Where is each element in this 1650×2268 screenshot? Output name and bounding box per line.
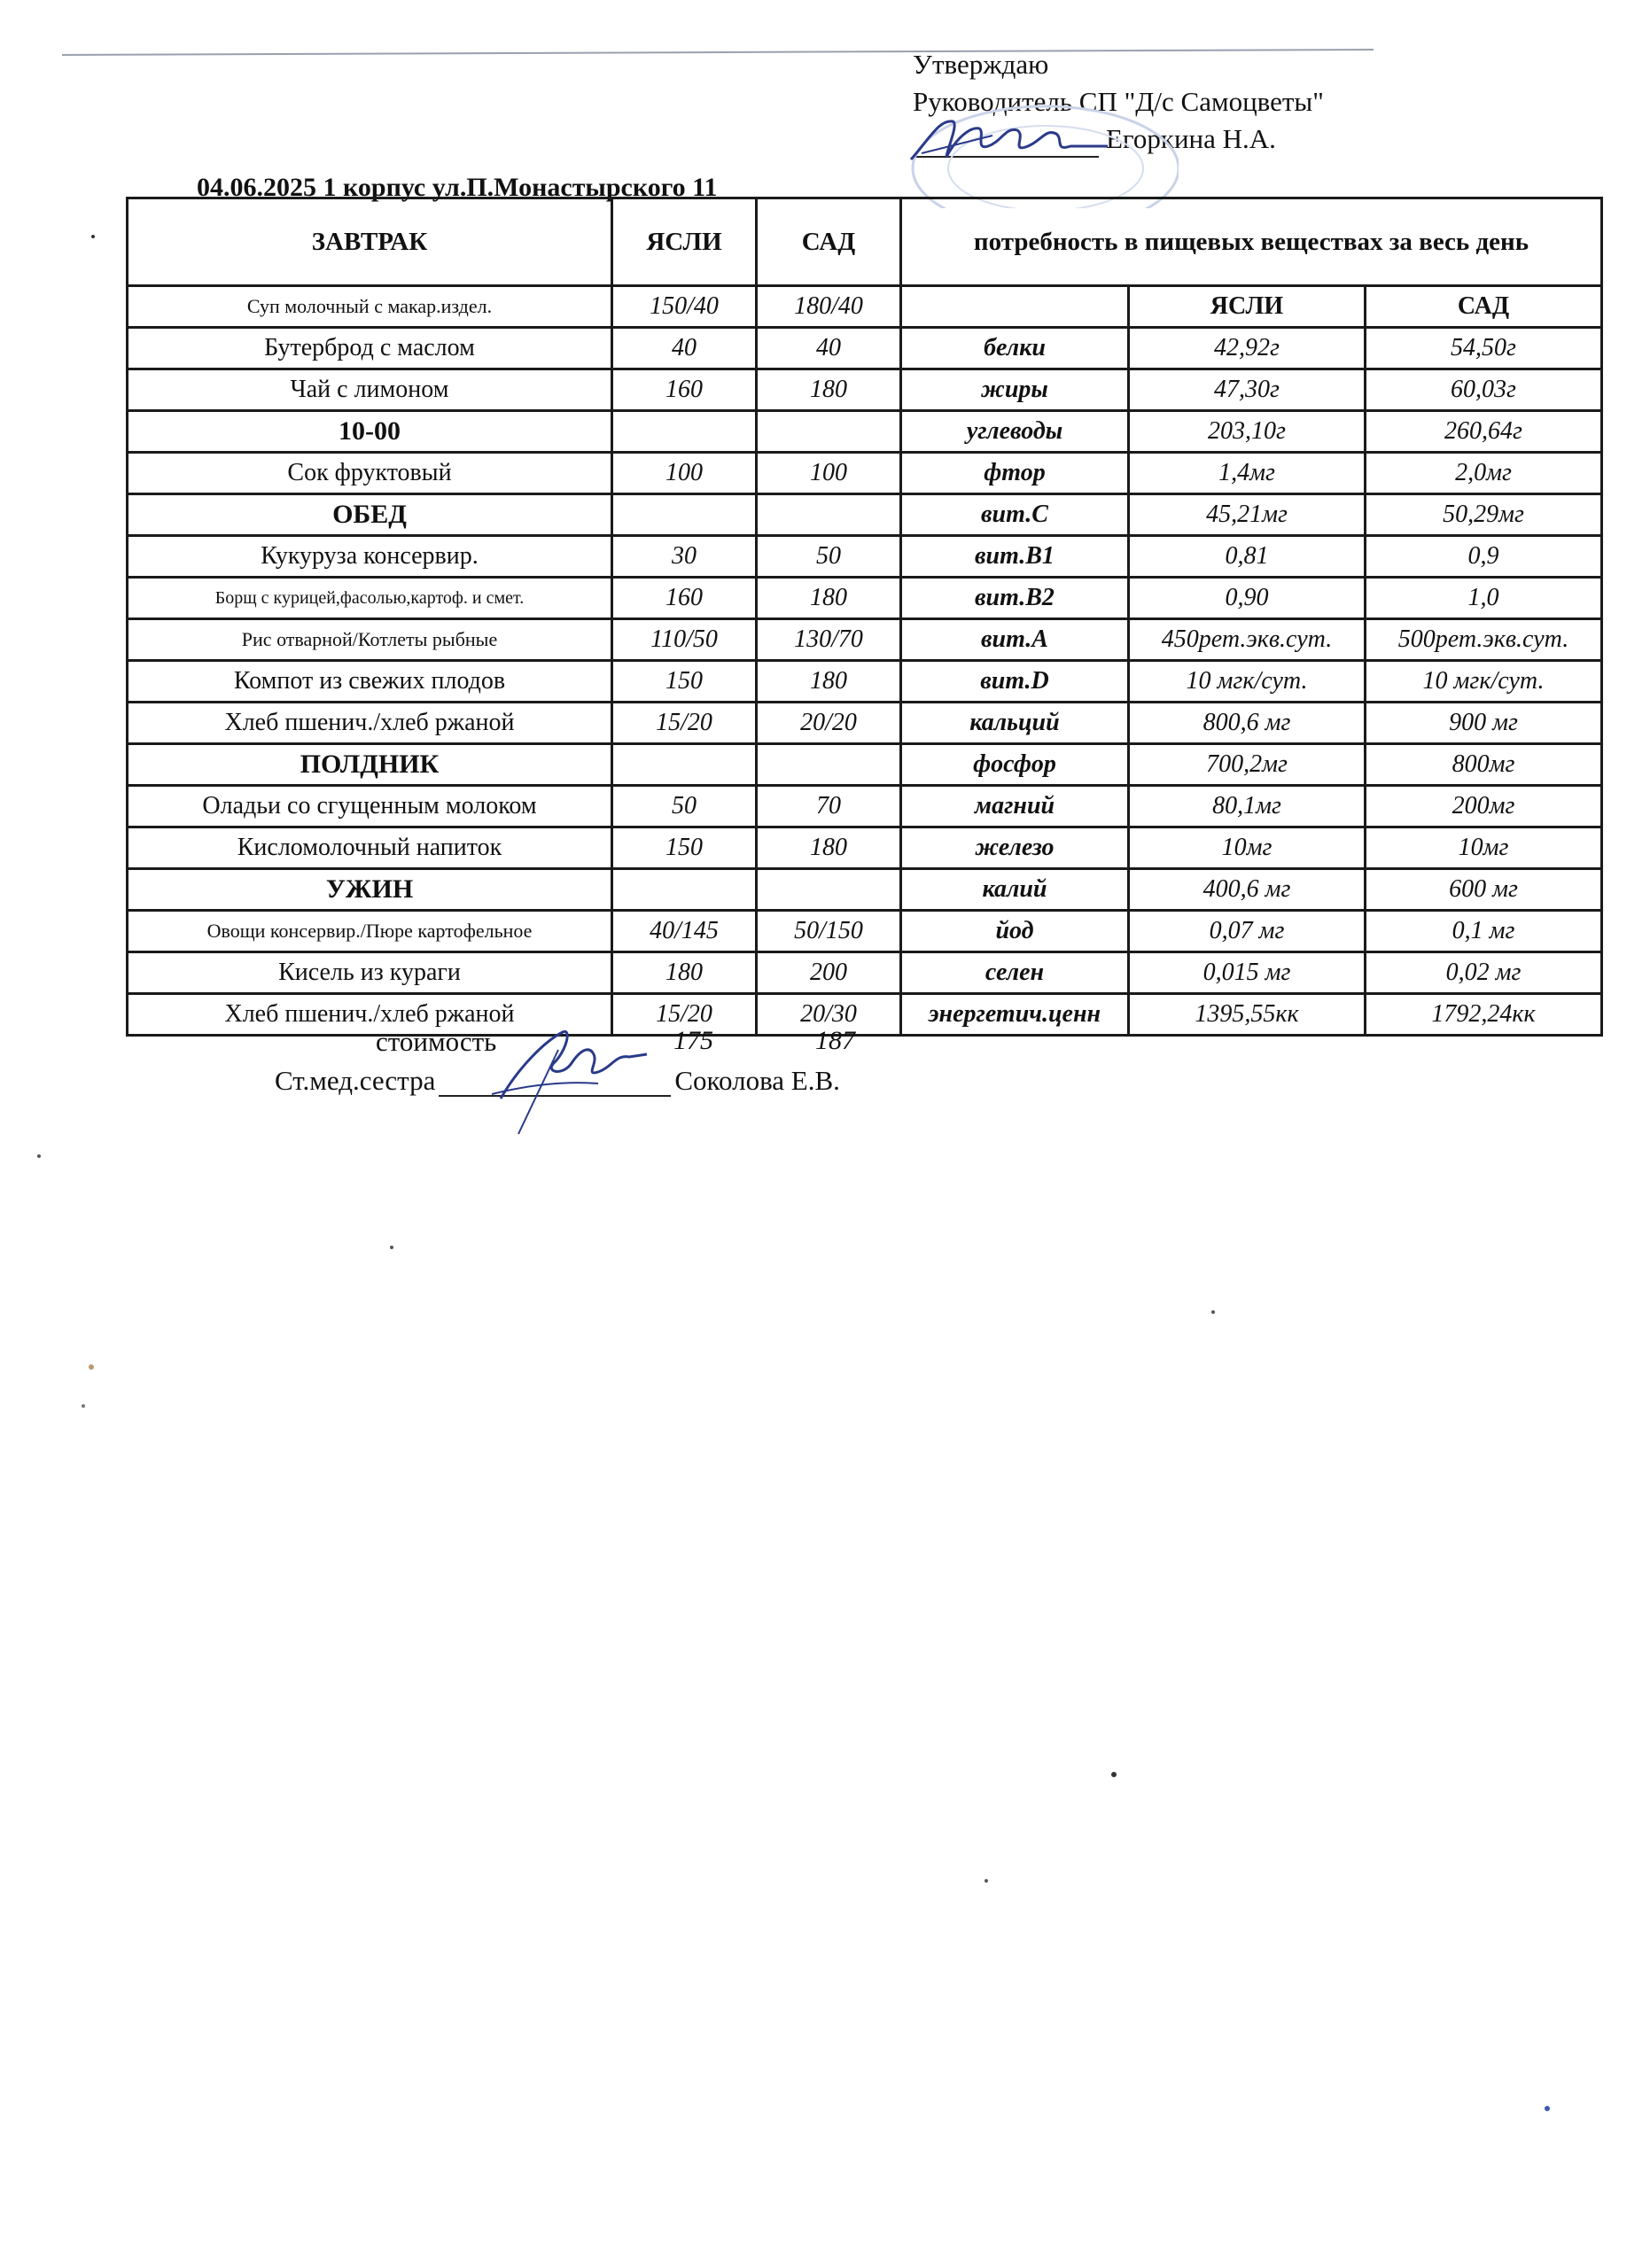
nutrient-name: калий [901,869,1129,911]
yasli-portion: 100 [612,453,757,494]
table-row [128,286,1602,328]
nutrient-yasli: 800,6 мг [1129,703,1366,744]
section-heading: УЖИН [128,869,612,911]
nutrient-sad: 0,9 [1366,536,1602,578]
yasli-portion: 150 [612,661,757,703]
dish-name: Кисломолочный напиток [128,827,612,869]
nutrient-name: фосфор [901,744,1129,786]
sad-portion: 50 [757,536,901,578]
nutrient-sad: 60,03г [1366,369,1602,411]
col-header-sad: САД [757,198,901,286]
sad-portion: 180 [757,661,901,703]
col-header-meal: ЗАВТРАК [128,198,612,286]
dish-name: Кукуруза консервир. [128,536,612,578]
yasli-portion [612,494,757,536]
nurse-name: Соколова Е.В. [674,1065,840,1096]
menu-table [126,197,1603,1037]
nutrient-yasli: 0,81 [1129,536,1366,578]
table-row [128,994,1602,1036]
nutrient-sad: 600 мг [1366,869,1602,911]
nutrient-yasli: 47,30г [1129,369,1366,411]
table-row [128,869,1602,911]
dish-name: Сок фруктовый [128,453,612,494]
sad-portion: 180 [757,369,901,411]
yasli-portion: 15/20 [612,994,757,1036]
nurse-title: Ст.мед.сестра [275,1065,436,1096]
sad-portion [757,869,901,911]
nutrient-yasli: 0,07 мг [1129,911,1366,952]
nutrient-yasli: 450рет.экв.сут. [1129,619,1366,661]
dish-name: Борщ с курицей,фасолью,картоф. и смет. [128,578,612,619]
nutrient-name: вит.В1 [901,536,1129,578]
dish-name: Кисель из кураги [128,952,612,994]
nutrient-name: вит.D [901,661,1129,703]
cost-sad: 187 [815,1026,855,1055]
table-row [128,536,1602,578]
nutrient-name: кальций [901,703,1129,744]
table-row [128,911,1602,952]
table-row [128,827,1602,869]
sad-portion [757,411,901,453]
sad-portion: 100 [757,453,901,494]
nutrient-yasli: 0,015 мг [1129,952,1366,994]
table-row [128,703,1602,744]
yasli-portion: 150 [612,827,757,869]
cost-label: стоимость [376,1026,497,1057]
nutrient-name: вит.С [901,494,1129,536]
sad-portion: 20/30 [757,994,901,1036]
yasli-portion: 110/50 [612,619,757,661]
nutrient-sad: 10 мгк/сут. [1366,661,1602,703]
approver-position: Руководитель СП "Д/с Самоцветы" [913,86,1324,117]
yasli-portion [612,744,757,786]
yasli-portion: 40 [612,328,757,369]
dish-name: Хлеб пшенич./хлеб ржаной [128,994,612,1036]
nutrient-sad: 800мг [1366,744,1602,786]
nutrient-yasli: 45,21мг [1129,494,1366,536]
section-heading: 10-00 [128,411,612,453]
yasli-portion [612,411,757,453]
dish-name: Овощи консервир./Пюре картофельное [128,911,612,952]
section-heading: ПОЛДНИК [128,744,612,786]
sad-portion: 130/70 [757,619,901,661]
need-sad-header: САД [1366,286,1602,328]
yasli-portion: 50 [612,786,757,827]
section-heading: ОБЕД [128,494,612,536]
table-row [128,328,1602,369]
col-header-need: потребность в пищевых веществах за весь день [901,198,1602,286]
nutrient-name: йод [901,911,1129,952]
nutrient-yasli: 700,2мг [1129,744,1366,786]
nurse-signature [483,1014,651,1138]
sad-portion: 20/20 [757,703,901,744]
nutrient-sad: 50,29мг [1366,494,1602,536]
nutrient-name: энергетич.ценн [901,994,1129,1036]
nutrient-yasli: 10мг [1129,827,1366,869]
nutrient-name: магний [901,786,1129,827]
sad-portion: 40 [757,328,901,369]
nutrient-yasli: 1,4мг [1129,453,1366,494]
nutrient-name: селен [901,952,1129,994]
nutrient-sad: 260,64г [1366,411,1602,453]
dish-name: Хлеб пшенич./хлеб ржаной [128,703,612,744]
document-title: 04.06.2025 1 корпус ул.П.Монастырского 11 [197,173,718,202]
nutrient-name: вит.В2 [901,578,1129,619]
table-row [128,619,1602,661]
nutrient-sad: 900 мг [1366,703,1602,744]
yasli-portion: 30 [612,536,757,578]
nutrient-yasli: 42,92г [1129,328,1366,369]
nutrient-yasli: 1395,55кк [1129,994,1366,1036]
nutrient-sad: 2,0мг [1366,453,1602,494]
table-row [128,952,1602,994]
dish-name: Бутерброд с маслом [128,328,612,369]
sad-portion: 50/150 [757,911,901,952]
sad-portion: 70 [757,786,901,827]
table-row [128,661,1602,703]
nutrient-sad: 54,50г [1366,328,1602,369]
sad-portion [757,494,901,536]
approver-name: Егоркина Н.А. [1106,123,1276,154]
yasli-portion: 15/20 [612,703,757,744]
nutrient-name: жиры [901,369,1129,411]
nutrient-yasli: 400,6 мг [1129,869,1366,911]
table-row [128,369,1602,411]
nutrient-sad: 200мг [1366,786,1602,827]
dish-name: Суп молочный с макар.издел. [128,286,612,328]
nutrient-name: вит.А [901,619,1129,661]
yasli-portion: 180 [612,952,757,994]
nutrient-name: железо [901,827,1129,869]
dish-name: Рис отварной/Котлеты рыбные [128,619,612,661]
nutrient-name [901,286,1129,328]
nutrient-sad: 10мг [1366,827,1602,869]
sad-portion: 200 [757,952,901,994]
nutrient-yasli: 0,90 [1129,578,1366,619]
table-row [128,453,1602,494]
table-row [128,744,1602,786]
nutrient-name: белки [901,328,1129,369]
table-row [128,411,1602,453]
nutrient-sad: 1792,24кк [1366,994,1602,1036]
yasli-portion: 160 [612,369,757,411]
nutrient-sad: 500рет.экв.сут. [1366,619,1602,661]
sad-portion [757,744,901,786]
nutrient-sad: 0,02 мг [1366,952,1602,994]
dish-name: Оладьи со сгущенным молоком [128,786,612,827]
dish-name: Компот из свежих плодов [128,661,612,703]
yasli-portion [612,869,757,911]
approver-signature [904,111,1117,173]
nutrient-yasli: 80,1мг [1129,786,1366,827]
yasli-portion: 150/40 [612,286,757,328]
dish-name: Чай с лимоном [128,369,612,411]
col-header-yasli: ЯСЛИ [612,198,757,286]
sad-portion: 180 [757,578,901,619]
cost-yasli: 175 [673,1026,713,1055]
sad-portion: 180/40 [757,286,901,328]
nutrient-yasli: 203,10г [1129,411,1366,453]
table-header-row [128,198,1602,286]
table-row [128,578,1602,619]
nutrient-yasli: 10 мгк/сут. [1129,661,1366,703]
nutrient-name: углеводы [901,411,1129,453]
yasli-portion: 40/145 [612,911,757,952]
table-row [128,494,1602,536]
table-row [128,786,1602,827]
need-yasli-header: ЯСЛИ [1129,286,1366,328]
sad-portion: 180 [757,827,901,869]
nutrient-sad: 0,1 мг [1366,911,1602,952]
yasli-portion: 160 [612,578,757,619]
approve-word: Утверждаю [913,49,1049,80]
nutrient-name: фтор [901,453,1129,494]
nutrient-sad: 1,0 [1366,578,1602,619]
